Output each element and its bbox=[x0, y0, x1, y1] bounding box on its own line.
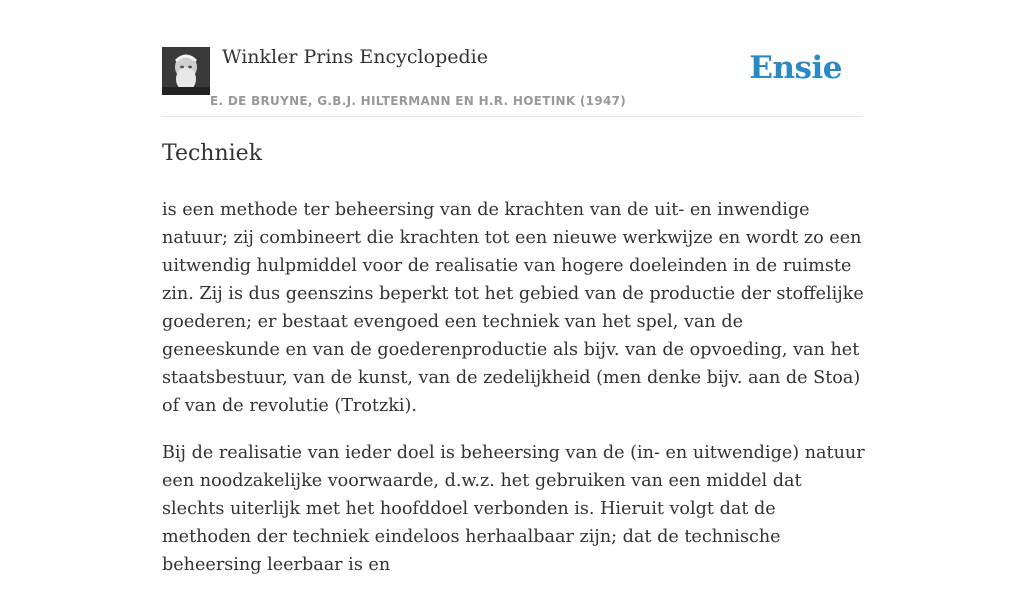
authors-line: E. DE BRUYNE, G.B.J. HILTERMANN EN H.R. HOETINK (1947) bbox=[210, 94, 627, 108]
article-paragraph: Bij de realisatie van ieder doel is beheersing van de (in- en uitwendige) natuur een noodzakelijke voorwaarde, d.w.z. het gebruiken van een middel dat slechts uiterlijk met het hoofddoel verbonden is. Hieruit volgt dat de methoden der techniek eindeloos herhaalbaar zijn; dat de technische beheersing leerbaar is en bbox=[162, 443, 865, 575]
book-title[interactable]: Winkler Prins Encyclopedie bbox=[222, 46, 488, 68]
article bbox=[162, 138, 866, 598]
ensie-logo[interactable]: Ensie bbox=[749, 50, 842, 86]
author-portrait-icon[interactable] bbox=[162, 47, 210, 95]
site-header bbox=[162, 44, 862, 117]
article-paragraph: is een methode ter beheersing van de krachten van de uit- en inwendige natuur; zij combineert die krachten tot een nieuwe werkwijze en wordt zo een uitwendig hulpmiddel voor de realisatie van hogere doeleinden in de ruimste zin. Zij is dus geenszins beperkt tot het gebied van de productie der stoffelijke goederen; er bestaat evengoed een techniek van het spel, van de geneeskunde en van de goederenproductie als bijv. van de opvoeding, van het staatsbestuur, van de kunst, van de zedelijkheid (men denke bijv. aan de Stoa) of van de revolutie (Trotzki). bbox=[162, 200, 864, 416]
article-title: Techniek bbox=[162, 141, 263, 166]
